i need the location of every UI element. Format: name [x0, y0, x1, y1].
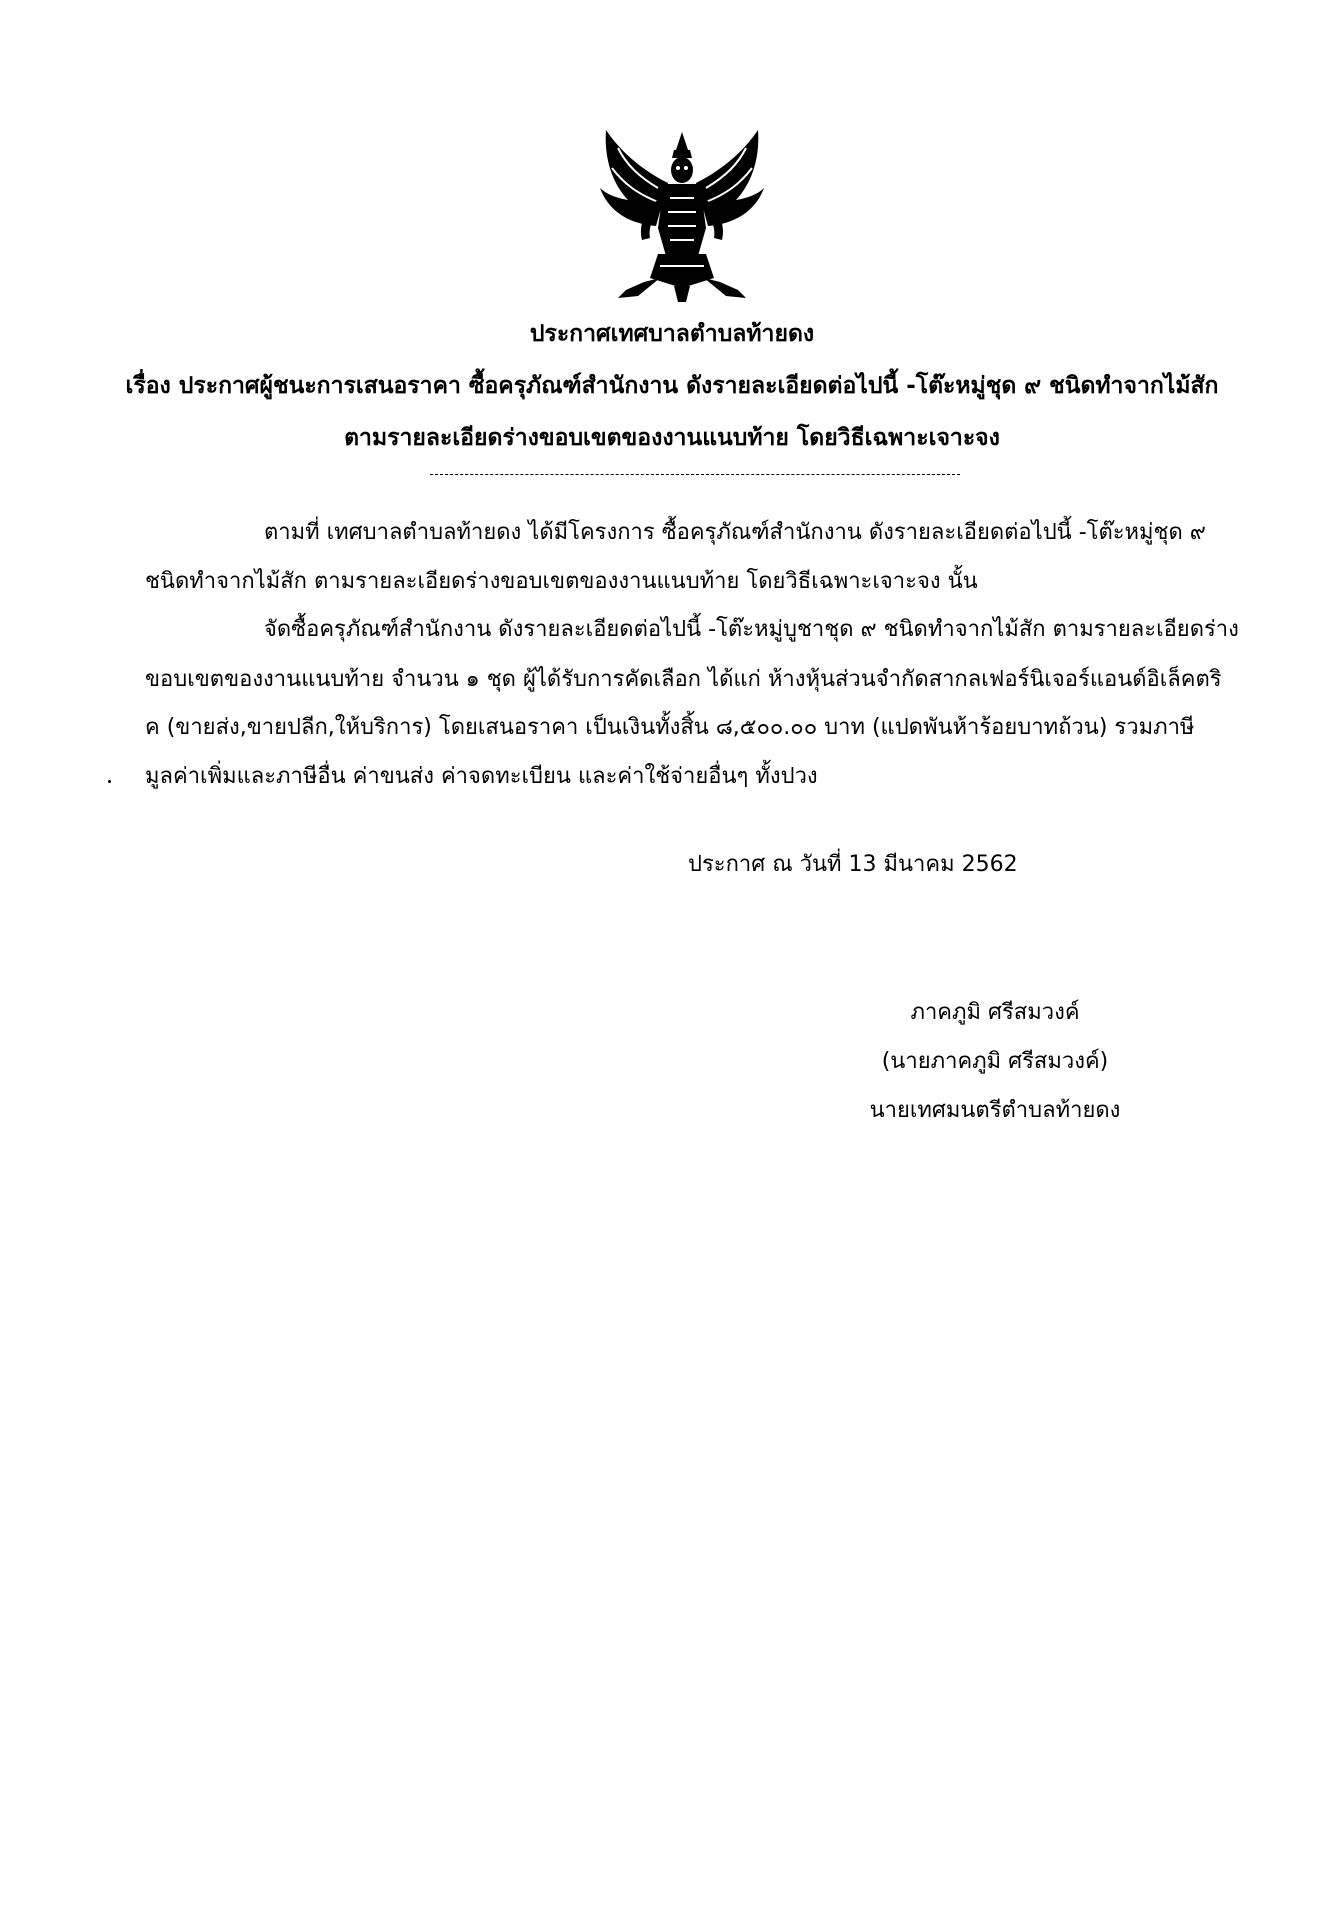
paragraph-1-line-1: ตามที่ เทศบาลตำบลท้ายดง ได้มีโครงการ ซื้อครุภัณฑ์สำนักงาน ดังรายละเอียดต่อไปนี้ -โต๊ะหมู่ชุด ๙: [264, 520, 1206, 545]
announcement-date: ประกาศ ณ วันที่ 13 มีนาคม 2562: [688, 852, 1018, 877]
paragraph-1-line-2: ชนิดทำจากไม้สัก ตามรายละเอียดร่างขอบเขตของงานแนบท้าย โดยวิธีเฉพาะเจาะจง นั้น: [145, 569, 978, 594]
heading-divider: [430, 474, 960, 475]
signatory-position: นายเทศมนตรีตำบลท้ายดง: [869, 1098, 1121, 1123]
scan-speck: [108, 780, 111, 783]
paragraph-2-line-1: จัดซื้อครุภัณฑ์สำนักงาน ดังรายละเอียดต่อไปนี้ -โต๊ะหมู่บูชาชุด ๙ ชนิดทำจากไม้สัก ตามรายละเอียดร่าง: [264, 617, 1239, 642]
garuda-emblem-icon: [598, 128, 766, 303]
paragraph-2-line-2: ขอบเขตของงานแนบท้าย จำนวน ๑ ชุด ผู้ได้รับการคัดเลือก ได้แก่ ห้างหุ้นส่วนจำกัดสากลเฟอร์นิเจอร์แอนด์อิเล็คตริ: [145, 667, 1222, 692]
paragraph-2-line-3: ค (ขายส่ง,ขายปลีก,ให้บริการ) โดยเสนอราคา เป็นเงินทั้งสิ้น ๘,๕๐๐.๐๐ บาท (แปดพันห้าร้อยบาทถ้วน) รวมภาษี: [145, 715, 1195, 740]
subject-line-1: เรื่อง ประกาศผู้ชนะการเสนอราคา ซื้อครุภัณฑ์สำนักงาน ดังรายละเอียดต่อไปนี้ -โต๊ะหมู่ชุด ๙ ชนิดทำจากไม้สัก: [125, 373, 1219, 399]
subject-line-2: ตามรายละเอียดร่างขอบเขตของงานแนบท้าย โดยวิธีเฉพาะเจาะจง: [344, 425, 1000, 451]
signed-name: ภาคภูมิ ศรีสมวงค์: [910, 1000, 1080, 1025]
signatory-full-name: (นายภาคภูมิ ศรีสมวงค์): [881, 1049, 1109, 1074]
paragraph-2-line-4: มูลค่าเพิ่มและภาษีอื่น ค่าขนส่ง ค่าจดทะเบียน และค่าใช้จ่ายอื่นๆ ทั้งปวง: [145, 764, 818, 789]
agency-heading: ประกาศเทศบาลตำบลท้ายดง: [529, 321, 815, 347]
